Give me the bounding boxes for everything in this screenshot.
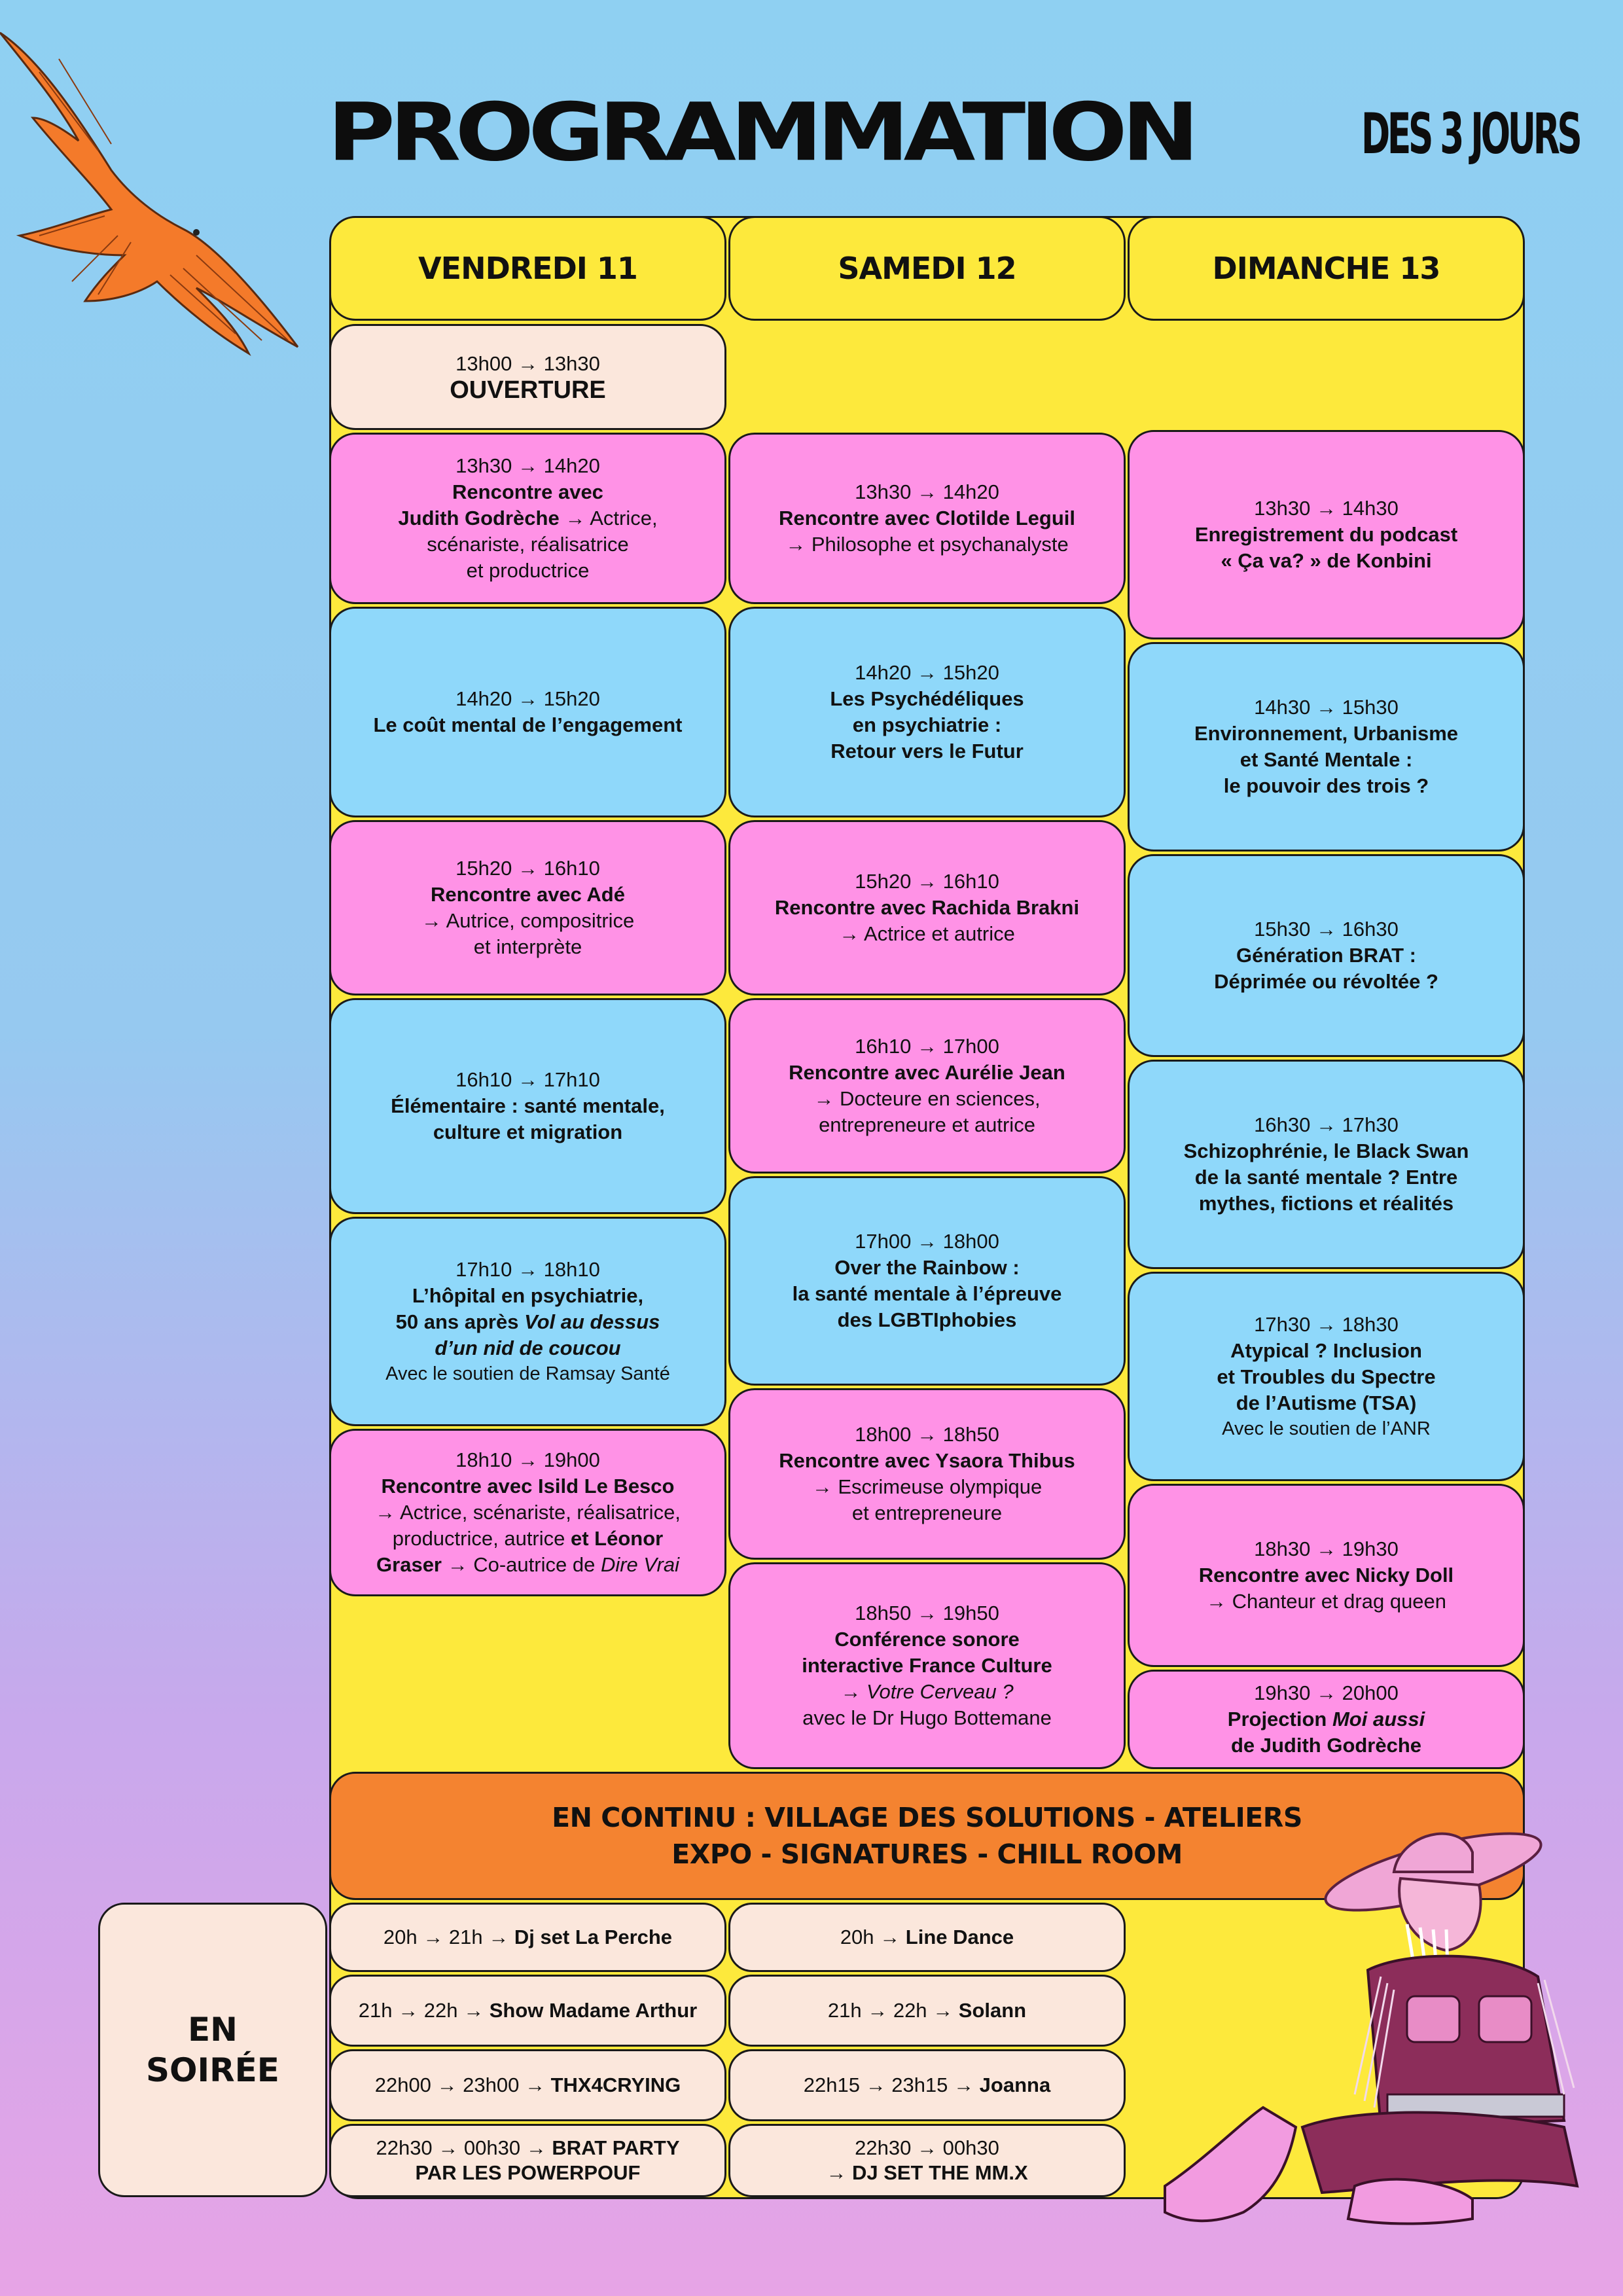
speaker-role xyxy=(393,1526,663,1552)
session-card xyxy=(329,324,726,430)
session-title: Conférence sonore xyxy=(834,1628,1020,1651)
session-card xyxy=(728,1562,1126,1769)
speaker-role: et interprète xyxy=(473,935,582,958)
session-time: 19h30 → 20h00 xyxy=(1254,1681,1399,1704)
page-title: PROGRAMMATION xyxy=(327,86,1194,179)
session-card xyxy=(329,820,726,996)
speaker-role: avec le Dr Hugo Bottemane xyxy=(802,1706,1052,1729)
event-time: 21h → 22h xyxy=(358,1999,458,2022)
session-title: Retour vers le Futur xyxy=(830,740,1024,762)
session-title: mythes, fictions et réalités xyxy=(1198,1192,1454,1215)
session-title: interactive France Culture xyxy=(802,1654,1052,1677)
evening-event xyxy=(329,2049,726,2121)
session-title: et Santé Mentale : xyxy=(1240,748,1413,771)
day-header-saturday xyxy=(728,216,1126,321)
session-time: 13h00 → 13h30 xyxy=(455,352,600,375)
day-header-sunday xyxy=(1128,216,1525,321)
event-name: DJ SET THE MM.X xyxy=(851,2161,1028,2184)
session-card xyxy=(329,1429,726,1596)
event-name: THX4CRYING xyxy=(544,2073,681,2096)
session-title: culture et migration xyxy=(433,1121,623,1143)
session-card xyxy=(1128,1060,1525,1269)
support-note: Avec le soutien de Ramsay Santé xyxy=(385,1363,670,1384)
speaker-role: → Actrice et autrice xyxy=(839,922,1015,945)
day-label: DIMANCHE 13 xyxy=(1212,251,1440,286)
session-title: Over the Rainbow : xyxy=(834,1256,1020,1279)
session-title: Rencontre avec xyxy=(452,480,603,503)
session-title: Rencontre avec Isild Le Besco xyxy=(381,1475,675,1498)
banner-line: EN CONTINU : VILLAGE DES SOLUTIONS - ATELIERS xyxy=(552,1802,1302,1833)
session-title: Génération BRAT : xyxy=(1236,944,1416,967)
title-part: 50 ans après xyxy=(395,1310,525,1333)
session-card xyxy=(728,1176,1126,1386)
program-title: → Votre Cerveau ? xyxy=(840,1680,1014,1703)
session-time: 18h50 → 19h50 xyxy=(855,1602,999,1624)
evening-event xyxy=(329,1903,726,1972)
session-title xyxy=(1228,1706,1425,1732)
session-time: 16h10 → 17h10 xyxy=(455,1068,600,1091)
session-title: Le coût mental de l’engagement xyxy=(373,713,683,736)
session-title: la santé mentale à l’épreuve xyxy=(792,1282,1062,1305)
session-card xyxy=(1128,1484,1525,1667)
session-card xyxy=(728,998,1126,1174)
speaker-role: entrepreneure et autrice xyxy=(819,1113,1035,1136)
film-title: Moi aussi xyxy=(1332,1708,1425,1731)
session-title: des LGBTIphobies xyxy=(837,1308,1017,1331)
session-title: Rencontre avec Nicky Doll xyxy=(1198,1564,1454,1587)
session-title: et Troubles du Spectre xyxy=(1217,1365,1436,1388)
session-title: Rencontre avec Aurélie Jean xyxy=(789,1061,1065,1084)
session-title: L’hôpital en psychiatrie, xyxy=(412,1284,644,1307)
arrow-icon: → xyxy=(933,1999,954,2022)
event-time: 22h15 → 23h15 xyxy=(803,2073,948,2096)
session-time: 18h00 → 18h50 xyxy=(855,1423,999,1446)
event-name: BRAT PARTY xyxy=(546,2136,680,2159)
film-title: Vol au dessus xyxy=(524,1310,660,1333)
event-name: Joanna xyxy=(974,2073,1051,2096)
session-time: 13h30 → 14h20 xyxy=(455,454,600,477)
session-title: OUVERTURE xyxy=(450,376,606,404)
speaker-role: → Actrice, scénariste, réalisatrice, xyxy=(375,1501,681,1524)
session-card xyxy=(728,1388,1126,1560)
arrow-icon: → xyxy=(954,2073,974,2096)
evening-label xyxy=(98,1903,327,2197)
cowboy-illustration xyxy=(1106,1820,1610,2238)
session-title: Rencontre avec Rachida Brakni xyxy=(774,896,1080,919)
eagle-illustration xyxy=(0,20,308,360)
day-label: VENDREDI 11 xyxy=(418,251,637,286)
event-name: Line Dance xyxy=(900,1926,1014,1948)
session-time: 17h30 → 18h30 xyxy=(1254,1313,1399,1336)
role-part: → Co-autrice de xyxy=(442,1553,601,1576)
page-subtitle: DES 3 JOURS xyxy=(1361,101,1580,167)
arrow-icon: → xyxy=(488,1926,509,1948)
session-title: Enregistrement du podcast xyxy=(1194,523,1458,546)
session-title: Rencontre avec Clotilde Leguil xyxy=(778,507,1076,529)
speaker-name: Graser xyxy=(376,1553,442,1576)
event-name: Show Madame Arthur xyxy=(484,1999,698,2022)
speaker-role: → Escrimeuse olympique xyxy=(812,1475,1043,1498)
session-time: 16h30 → 17h30 xyxy=(1254,1113,1399,1136)
evening-event xyxy=(329,2124,726,2197)
session-time: 15h30 → 16h30 xyxy=(1254,918,1399,941)
session-card xyxy=(1128,854,1525,1057)
role-part: productrice, autrice xyxy=(392,1527,571,1550)
session-time: 13h30 → 14h20 xyxy=(855,480,999,503)
session-title: Environnement, Urbanisme xyxy=(1194,722,1459,745)
evening-event xyxy=(728,2124,1126,2197)
event-name: Dj set La Perche xyxy=(508,1926,673,1948)
book-title: Dire Vrai xyxy=(600,1553,679,1576)
session-card xyxy=(728,433,1126,604)
day-header-friday xyxy=(329,216,726,321)
speaker-role: → Docteure en sciences, xyxy=(813,1087,1041,1110)
arrow-icon: → xyxy=(524,2073,545,2096)
speaker-role: → Autrice, compositrice xyxy=(421,909,635,932)
session-time: 16h10 → 17h00 xyxy=(855,1035,999,1058)
event-time: 22h30 → 00h30 xyxy=(376,2136,521,2159)
session-time: 17h10 → 18h10 xyxy=(455,1258,600,1281)
arrow-icon: → xyxy=(826,2161,847,2184)
session-card xyxy=(1128,1272,1525,1481)
session-card xyxy=(1128,430,1525,639)
speaker-role: → Chanteur et drag queen xyxy=(1205,1590,1447,1613)
session-card xyxy=(728,607,1126,817)
event-time: 21h → 22h xyxy=(827,1999,927,2022)
session-title: Atypical ? Inclusion xyxy=(1230,1339,1422,1362)
session-time: 18h10 → 19h00 xyxy=(455,1448,600,1471)
arrow-icon: → xyxy=(526,2136,546,2159)
event-time: 20h xyxy=(840,1926,874,1948)
session-title: Les Psychédéliques xyxy=(830,687,1024,710)
session-title: Schizophrénie, le Black Swan xyxy=(1183,1139,1469,1162)
session-card xyxy=(329,998,726,1214)
session-title: Élémentaire : santé mentale, xyxy=(391,1094,665,1117)
session-title: en psychiatrie : xyxy=(852,713,1002,736)
arrow-icon: → xyxy=(880,1926,901,1948)
session-title: Déprimée ou révoltée ? xyxy=(1214,970,1438,993)
event-name: Solann xyxy=(953,1999,1027,2022)
event-time: 20h → 21h xyxy=(383,1926,483,1948)
film-title: d’un nid de coucou xyxy=(435,1336,621,1359)
session-time: 15h20 → 16h10 xyxy=(855,870,999,893)
session-title: de Judith Godrèche xyxy=(1230,1734,1422,1757)
event-time: 22h30 → 00h30 xyxy=(855,2136,999,2159)
session-title: de la santé mentale ? Entre xyxy=(1194,1166,1458,1189)
speaker-role: et entrepreneure xyxy=(851,1501,1003,1524)
session-title xyxy=(396,1309,660,1335)
session-title: Rencontre avec Ysaora Thibus xyxy=(779,1449,1075,1472)
session-title: Rencontre avec Adé xyxy=(431,883,625,906)
speaker-role xyxy=(376,1552,679,1578)
session-title xyxy=(435,1335,620,1361)
session-title: « Ça va? » de Konbini xyxy=(1221,549,1432,572)
evening-label-text: EN xyxy=(187,2011,238,2049)
evening-event xyxy=(329,1975,726,2047)
session-title xyxy=(398,505,657,531)
evening-event xyxy=(728,2049,1126,2121)
speaker-name: et Léonor xyxy=(571,1527,664,1550)
session-card xyxy=(1128,642,1525,852)
event-time: 22h00 → 23h00 xyxy=(374,2073,520,2096)
session-card xyxy=(329,433,726,604)
session-time: 15h20 → 16h10 xyxy=(455,857,600,880)
session-card xyxy=(728,820,1126,996)
evening-event xyxy=(728,1903,1126,1972)
session-title: de l’Autisme (TSA) xyxy=(1236,1391,1417,1414)
speaker-role: et productrice xyxy=(466,559,590,582)
support-note: Avec le soutien de l’ANR xyxy=(1222,1418,1431,1439)
evening-event xyxy=(728,1975,1126,2047)
day-label: SAMEDI 12 xyxy=(838,251,1016,286)
speaker-role: scénariste, réalisatrice xyxy=(427,533,629,556)
session-card xyxy=(329,1217,726,1426)
session-card xyxy=(1128,1670,1525,1769)
arrow-icon: → xyxy=(463,1999,484,2022)
session-time: 14h30 → 15h30 xyxy=(1254,696,1399,719)
event-name: PAR LES POWERPOUF xyxy=(415,2161,641,2184)
evening-label-text: SOIRÉE xyxy=(146,2051,279,2089)
speaker-name: Judith Godrèche xyxy=(398,507,560,529)
session-time: 14h20 → 15h20 xyxy=(455,687,600,710)
session-title: le pouvoir des trois ? xyxy=(1223,774,1429,797)
session-time: 13h30 → 14h30 xyxy=(1254,497,1399,520)
speaker-role: → Actrice, xyxy=(559,507,658,529)
session-time: 18h30 → 19h30 xyxy=(1254,1537,1399,1560)
title-part: Projection xyxy=(1227,1708,1332,1731)
speaker-role: → Philosophe et psychanalyste xyxy=(785,533,1069,556)
banner-line: EXPO - SIGNATURES - CHILL ROOM xyxy=(671,1839,1183,1870)
session-time: 14h20 → 15h20 xyxy=(855,661,999,684)
session-card xyxy=(329,607,726,817)
session-time: 17h00 → 18h00 xyxy=(855,1230,999,1253)
